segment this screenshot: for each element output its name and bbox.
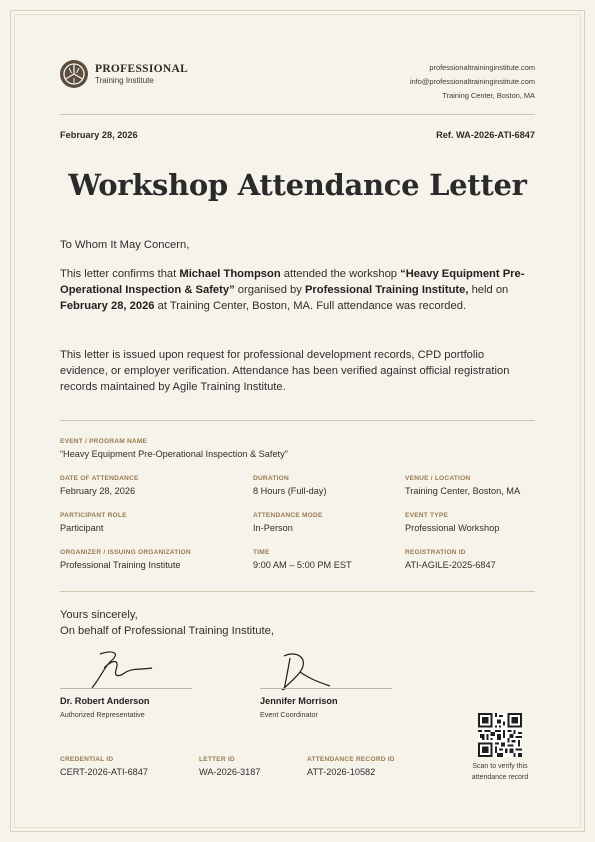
reference-number: Ref. WA-2026-ATI-6847: [436, 130, 535, 140]
letter-title: Workshop Attendance Letter: [68, 168, 527, 202]
field-letter-id: LETTER ID WA-2026-3187: [199, 756, 261, 777]
field-date: DATE OF ATTENDANCE February 28, 2026: [60, 475, 139, 496]
signature-line: [260, 688, 392, 689]
paragraph-purpose: This letter is issued upon request for professional development records, CPD portfolio evidence, or employer verification. Attendance has been verified against official registration records maintained by Agile Training Institute.: [60, 349, 510, 393]
workshop-name: “Heavy Equipment Pre-Operational Inspection & Safety”: [60, 268, 525, 296]
field-mode: ATTENDANCE MODE In-Person: [253, 512, 323, 533]
qr-code-icon[interactable]: [478, 713, 522, 757]
signatory-title: Event Coordinator: [260, 710, 318, 719]
contact-website[interactable]: professionaltraininginstitute.com: [429, 63, 535, 72]
field-venue: VENUE / LOCATION Training Center, Boston, MA: [405, 475, 521, 496]
letter-page: [60, 0, 535, 842]
field-attendance-record-id: ATTENDANCE RECORD ID ATT-2026-10582: [307, 756, 395, 777]
workshop-date: February 28, 2026: [60, 300, 155, 312]
closing-behalf: On behalf of Professional Training Institute,: [60, 625, 274, 637]
signature-image: [82, 648, 202, 692]
details-top-divider: [60, 420, 535, 421]
details-bottom-divider: [60, 591, 535, 592]
paragraph-confirmation: This letter confirms that Michael Thompson attended the workshop “Heavy Equipment Pre-Operational Inspection & Safety” organised by Professional Training Institute, held on February 28, 2026 at Training Center, Boston, MA. Full attendance was recorded.: [60, 268, 525, 312]
field-event-type: EVENT TYPE Professional Workshop: [405, 512, 500, 533]
closing: [60, 607, 274, 639]
signature-line: [60, 688, 192, 689]
field-duration: DURATION 8 Hours (Full-day): [253, 475, 327, 496]
logo-subtitle: Training Institute: [95, 75, 154, 85]
signatory-name: Jennifer Morrison: [260, 696, 338, 706]
letter-date: February 28, 2026: [60, 130, 138, 140]
field-event-name: EVENT / PROGRAM NAME “Heavy Equipment Pre-Operational Inspection & Safety”: [60, 438, 288, 459]
closing-line: Yours sincerely,: [60, 609, 138, 621]
signatory-name: Dr. Robert Anderson: [60, 696, 150, 706]
header-divider: [60, 114, 535, 115]
attendee-name: Michael Thompson: [179, 268, 281, 280]
institute-logo: [60, 60, 188, 88]
salutation: To Whom It May Concern,: [60, 239, 190, 251]
field-role: PARTICIPANT ROLE Participant: [60, 512, 127, 533]
field-credential-id: CREDENTIAL ID CERT-2026-ATI-6847: [60, 756, 149, 777]
field-organizer: ORGANIZER / ISSUING ORGANIZATION Professional Training Institute: [60, 549, 191, 570]
contact-block: [410, 61, 535, 103]
contact-address: Training Center, Boston, MA: [442, 91, 535, 100]
logo-emblem-icon: [60, 60, 88, 88]
field-registration: REGISTRATION ID ATI-AGILE-2025-6847: [405, 549, 496, 570]
organizer-name: Professional Training Institute,: [304, 284, 469, 296]
logo-title: PROFESSIONAL: [95, 62, 189, 75]
signatory-title: Authorized Representative: [60, 710, 145, 719]
qr-caption: Scan to verify this attendance record: [471, 763, 529, 781]
field-time: TIME 9:00 AM – 5:00 PM EST: [253, 549, 352, 570]
contact-email[interactable]: info@professionaltraininginstitute.com: [410, 77, 535, 86]
